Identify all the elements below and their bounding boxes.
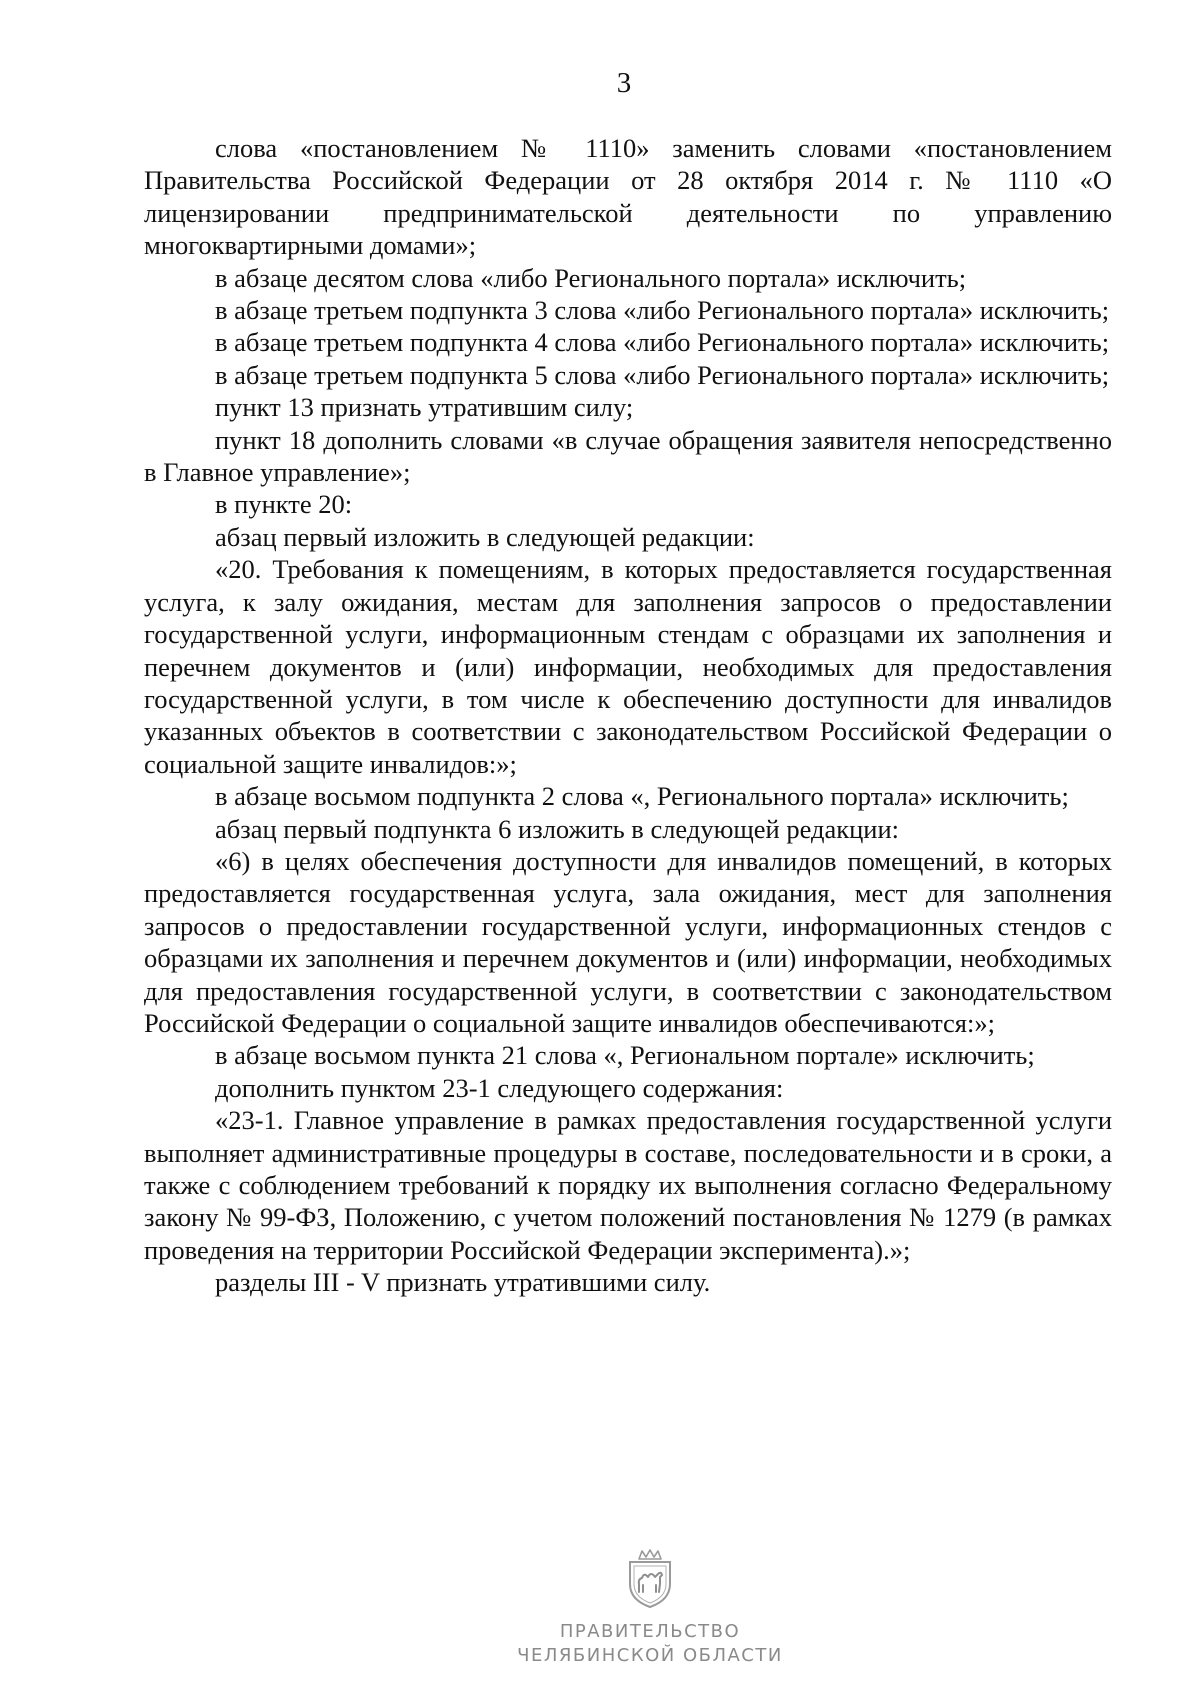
government-footer: [450, 1548, 850, 1668]
paragraph: абзац первый подпункта 6 изложить в следующей редакции:: [215, 813, 900, 844]
paragraph: «20. Требования к помещениям, в которых предоставляется государственная услуга, к залу ожидания, местам для заполнения запросов о предоставлении государственной услуги, информационным стендам с образцами их заполнения и перечнем документов и (или) информации, необходимых для предоставления государственной услуги, в том числе к обеспечению доступности для инвалидов указанных объектов в соответствии с законодательством Российской Федерации о социальной защите инвалидов:»;: [144, 554, 1112, 779]
paragraph: «23-1. Главное управление в рамках предоставления государственной услуги выполняет административные процедуры в составе, последовательности и в сроки, а также с соблюдением требований к порядку их выполнения согласно Федеральному закону № 99-ФЗ, Положению, с учетом положений постановления № 1279 (в рамках проведения на территории Российской Федерации эксперимента).»;: [144, 1105, 1112, 1265]
paragraph: разделы III - V признать утратившими силу.: [215, 1267, 711, 1298]
paragraph: пункт 13 признать утратившим силу;: [215, 392, 634, 423]
footer-title-line-1: ПРАВИТЕЛЬСТВО: [559, 1621, 741, 1642]
paragraph: пункт 18 дополнить словами «в случае обращения заявителя непосредственно в Главное управление»;: [144, 424, 1112, 488]
paragraph: в абзаце третьем подпункта 4 слова «либо Регионального портала» исключить;: [215, 327, 1110, 358]
footer-title-line-2: ЧЕЛЯБИНСКОЙ ОБЛАСТИ: [517, 1645, 783, 1666]
document-body: [144, 132, 1112, 1299]
paragraph: дополнить пунктом 23-1 следующего содержания:: [215, 1072, 784, 1103]
paragraph: «6) в целях обеспечения доступности для инвалидов помещений, в которых предоставляется государственная услуга, зала ожидания, мест для заполнения запросов о предоставлении государственной услуги, информационных стендов с образцами их заполнения и перечнем документов и (или) информации, необходимых для предоставления государственной услуги, в соответствии с законодательством Российской Федерации о социальной защите инвалидов обеспечиваются:»;: [144, 845, 1112, 1038]
paragraph: в пункте 20:: [215, 489, 353, 520]
paragraph: слова «постановлением № 1110» заменить словами «постановлением Правительства Российской Федерации от 28 октября 2014 г. № 1110 «О лицензировании предпринимательской деятельности по управлению многоквартирными домами»;: [144, 133, 1112, 261]
page-number: 3: [616, 67, 632, 99]
paragraph: в абзаце восьмом пункта 21 слова «, Региональном портале» исключить;: [215, 1040, 1035, 1071]
coat-of-arms-icon: [622, 1548, 678, 1610]
paragraph: в абзаце третьем подпункта 3 слова «либо Регионального портала» исключить;: [215, 295, 1110, 326]
paragraph: в абзаце восьмом подпункта 2 слова «, Регионального портала» исключить;: [215, 781, 1069, 812]
paragraph: в абзаце третьем подпункта 5 слова «либо Регионального портала» исключить;: [215, 359, 1110, 390]
paragraph: абзац первый изложить в следующей редакции:: [215, 521, 755, 552]
paragraph: в абзаце десятом слова «либо Регионального портала» исключить;: [215, 262, 967, 293]
